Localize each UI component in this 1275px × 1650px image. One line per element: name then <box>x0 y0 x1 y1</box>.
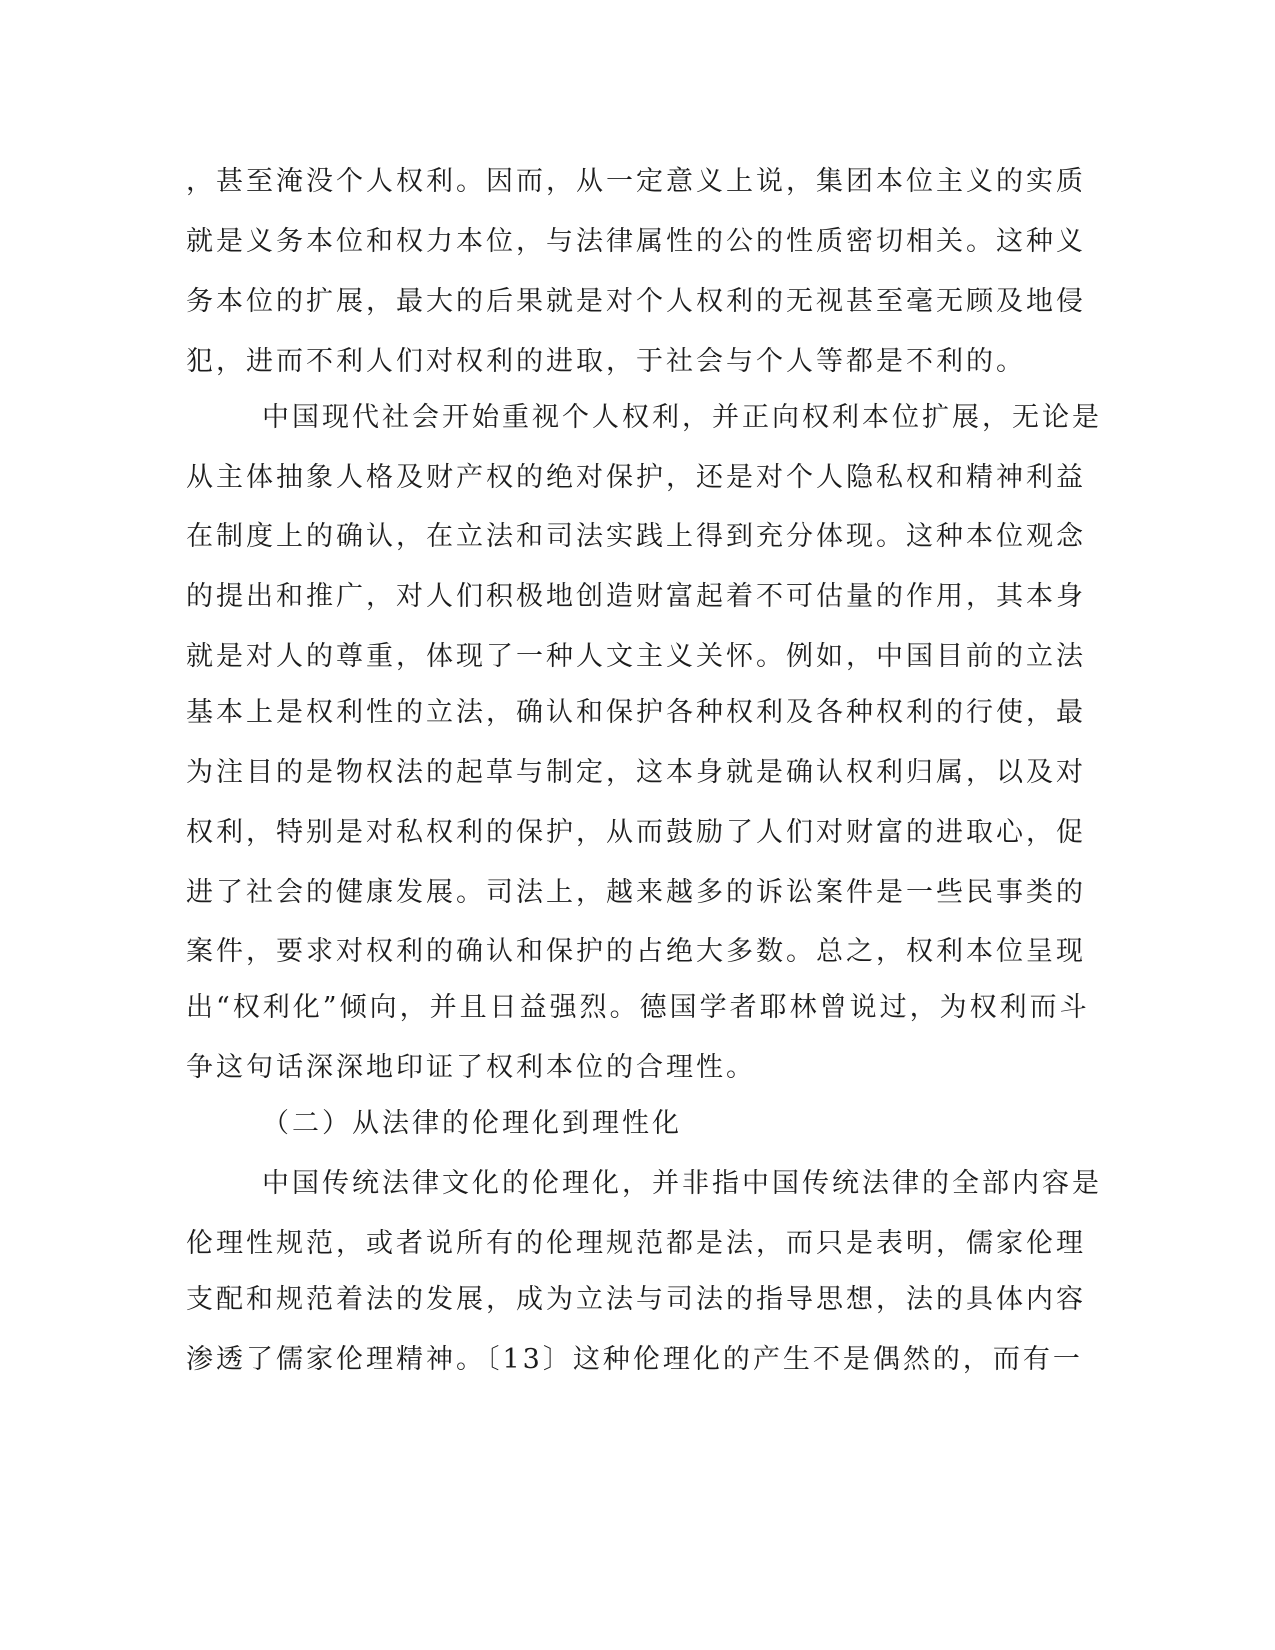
paragraph-first-line: 中国传统法律文化的伦理化，并非指中国传统法律的全部内容是 <box>262 1168 1102 1199</box>
text-line: 从主体抽象人格及财产权的绝对保护，还是对个人隐私权和精神利益 <box>186 462 1086 493</box>
paragraph-first-line: 中国现代社会开始重视个人权利，并正向权利本位扩展，无论是 <box>262 402 1102 433</box>
text-line: 为注目的是物权法的起草与制定，这本身就是确认权利归属，以及对 <box>186 757 1086 788</box>
text-line: 支配和规范着法的发展，成为立法与司法的指导思想，法的具体内容 <box>186 1284 1086 1315</box>
text-line: 出“权利化”倾向，并且日益强烈。德国学者耶林曾说过，为权利而斗 <box>186 992 1090 1023</box>
text-line: 伦理性规范，或者说所有的伦理规范都是法，而只是表明，儒家伦理 <box>186 1228 1086 1259</box>
text-line: 案件，要求对权利的确认和保护的占绝大多数。总之，权利本位呈现 <box>186 936 1086 967</box>
section-heading: （二）从法律的伦理化到理性化 <box>262 1108 682 1139</box>
text-line: 就是对人的尊重，体现了一种人文主义关怀。例如，中国目前的立法 <box>186 641 1086 672</box>
text-line: 争这句话深深地印证了权利本位的合理性。 <box>186 1052 756 1083</box>
text-line: 犯，进而不利人们对权利的进取，于社会与个人等都是不利的。 <box>186 346 1026 377</box>
text-line: 在制度上的确认，在立法和司法实践上得到充分体现。这种本位观念 <box>186 521 1086 552</box>
text-line: 的提出和推广，对人们积极地创造财富起着不可估量的作用，其本身 <box>186 581 1086 612</box>
text-line: 就是义务本位和权力本位，与法律属性的公的性质密切相关。这种义 <box>186 226 1086 257</box>
text-line: ，甚至淹没个人权利。因而，从一定意义上说，集团本位主义的实质 <box>186 166 1086 197</box>
text-line: 务本位的扩展，最大的后果就是对个人权利的无视甚至毫无顾及地侵 <box>186 286 1086 317</box>
text-line: 进了社会的健康发展。司法上，越来越多的诉讼案件是一些民事类的 <box>186 877 1086 908</box>
text-line: 基本上是权利性的立法，确认和保护各种权利及各种权利的行使，最 <box>186 697 1086 728</box>
text-line: 渗透了儒家伦理精神。〔13〕这种伦理化的产生不是偶然的，而有一 <box>186 1344 1083 1375</box>
text-line: 权利，特别是对私权利的保护，从而鼓励了人们对财富的进取心，促 <box>186 817 1086 848</box>
